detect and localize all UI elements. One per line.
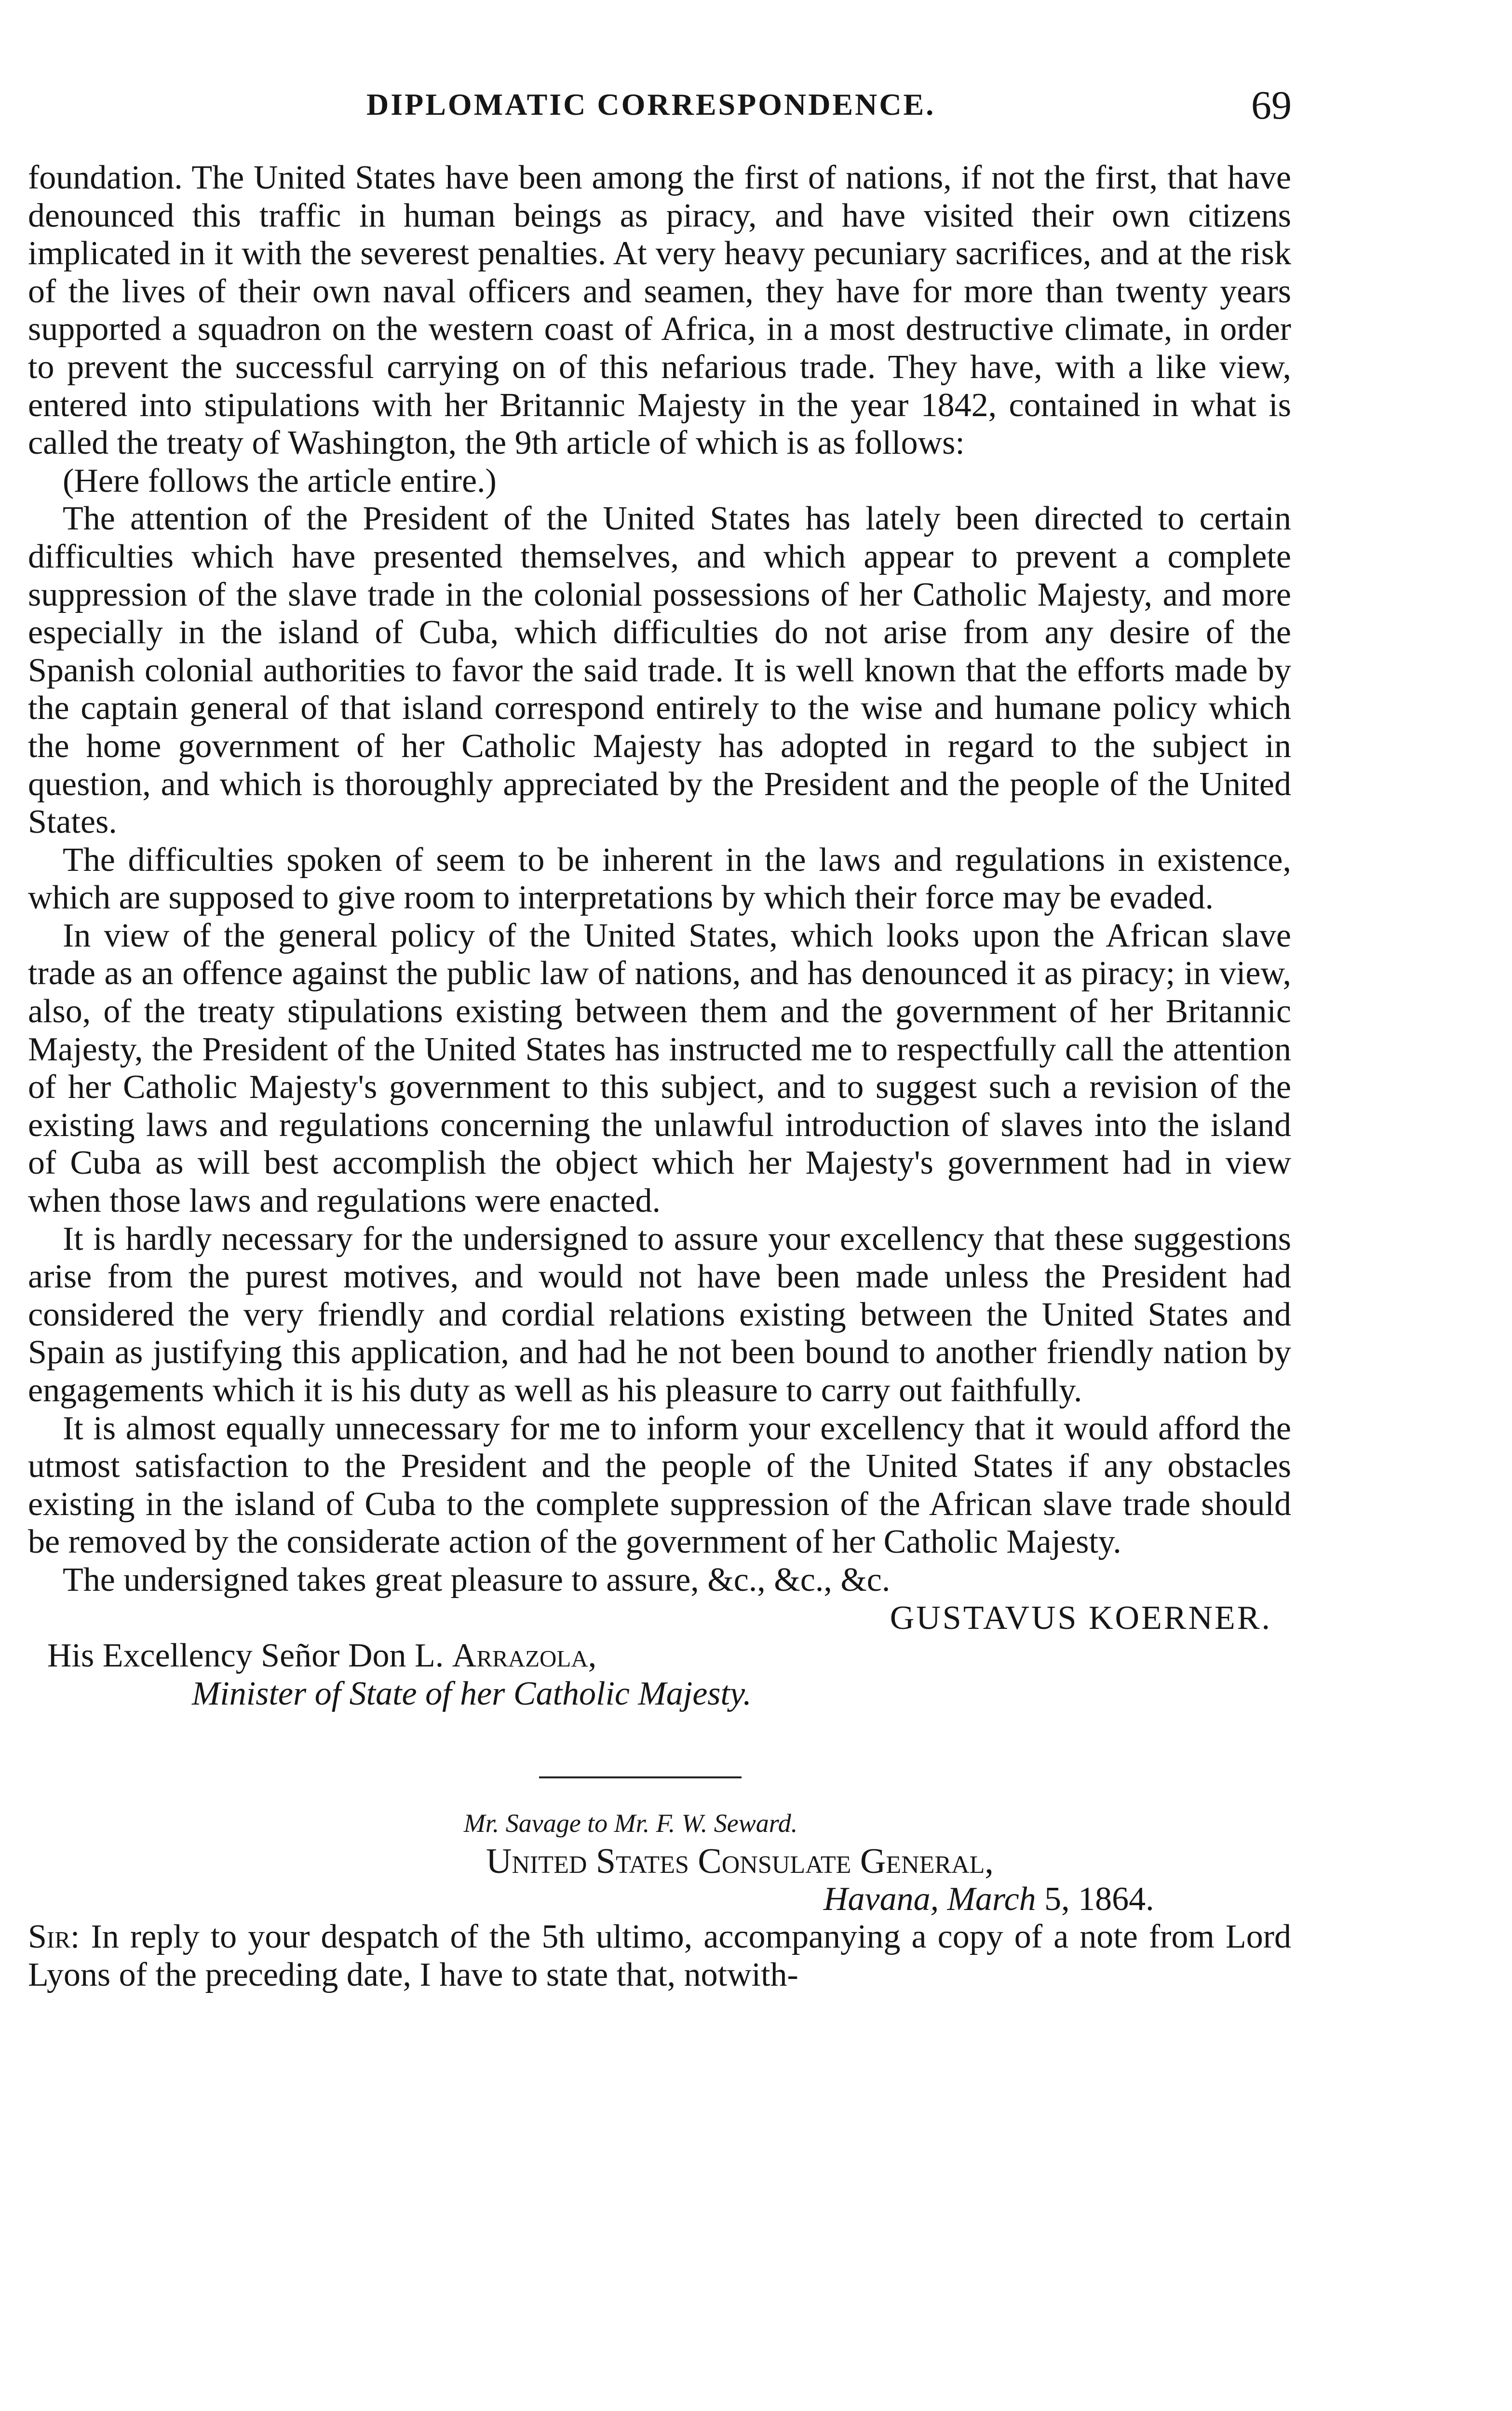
page-number: 69 <box>1251 83 1292 128</box>
salutation: Sir: <box>28 1918 80 1956</box>
body-paragraph: foundation. The United States have been among the first of nations, if not the first, that have denounced this traffic in human beings as piracy, and have visited their own citizens implicated in it with the severest penalties. At very heavy pecuniary sacrifices, and at the risk of the lives of their own naval officers and seamen, they have for more than twenty years supported a squadron on the western coast of Africa, in a most destructive climate, in order to prevent the successful carrying on of this nefarious trade. They have, with a like view, entered into stipulations with her Britannic Majesty in the year 1842, contained in what is called the treaty of Washington, the 9th article of which is as follows: <box>28 159 1291 462</box>
addressee <box>28 1637 1291 1675</box>
section-separator <box>28 1713 1291 1804</box>
running-title: DIPLOMATIC CORRESPONDENCE. <box>366 87 936 122</box>
letter-opening <box>28 1918 1291 1994</box>
dateline <box>28 1881 1291 1919</box>
body-paragraph: (Here follows the article entire.) <box>63 462 497 500</box>
addressee-prefix: His Excellency Señor Don L. <box>47 1637 444 1675</box>
addressee-title: Minister of State of her Catholic Majesty. <box>192 1675 752 1712</box>
body-paragraph: It is almost equally unnecessary for me to inform your excellency that it would afford the utmost satisfaction to the President and the people of the United States if any obstacles existing in the island of Cuba to the complete suppression of the African slave trade should be removed by the considerate action of the government of her Catholic Majesty. <box>28 1409 1291 1561</box>
letter-heading: Mr. Savage to Mr. F. W. Seward. <box>463 1809 798 1838</box>
office-heading: United States Consulate General, <box>486 1841 994 1881</box>
body-paragraph: The attention of the President of the United States has lately been directed to certain difficulties which have presented themselves, and which appear to prevent a complete suppression of the slave trade in the colonial possessions of her Catholic Majesty, and more especially in the island of Cuba, which difficulties do not arise from any desire of the Spanish colonial authorities to favor the said trade. It is well known that the efforts made by the captain general of that island correspond entirely to the wise and humane policy which the home government of her Catholic Majesty has adopted in regard to the subject in question, and which is thoroughly appreciated by the President and the people of the United States. <box>28 500 1291 841</box>
separator-rule <box>539 1776 742 1778</box>
dateline-date: 5, 1864. <box>1044 1880 1154 1918</box>
page-body <box>28 159 1291 1994</box>
body-paragraph: The undersigned takes great pleasure to assure, &c., &c., &c. <box>63 1561 891 1598</box>
opening-text: In reply to your despatch of the 5th ultimo, accompanying a copy of a note from Lord Lyons of the preceding date, I have to state that, notwith- <box>28 1918 1292 1993</box>
body-paragraph: In view of the general policy of the United States, which looks upon the African slave trade as an offence against the public law of nations, and has denounced it as piracy; in view, also, of the treaty stipulations existing between them and the government of her Britannic Majesty, the President of the United States has instructed me to respectfully call the attention of her Catholic Majesty's government to this subject, and to suggest such a revision of the existing laws and regulations concerning the unlawful introduction of slaves into the island of Cuba as will best accomplish the object which her Majesty's government had in view when those laws and regulations were enacted. <box>28 917 1291 1220</box>
dateline-place: Havana, March <box>824 1880 1036 1918</box>
body-paragraph: It is hardly necessary for the undersigned to assure your excellency that these suggestions arise from the purest motives, and would not have been made unless the President had considered the very friendly and cordial relations existing between the United States and Spain as justifying this application, and had he not been bound to another friendly nation by engagements which it is his duty as well as his pleasure to carry out faithfully. <box>28 1220 1291 1409</box>
signature: GUSTAVUS KOERNER. <box>890 1599 1272 1637</box>
addressee-name: Arrazola, <box>452 1637 597 1675</box>
page-header <box>0 82 1512 135</box>
body-paragraph: The difficulties spoken of seem to be inherent in the laws and regulations in existence, which are supposed to give room to interpretations by which their force may be evaded. <box>28 841 1291 917</box>
